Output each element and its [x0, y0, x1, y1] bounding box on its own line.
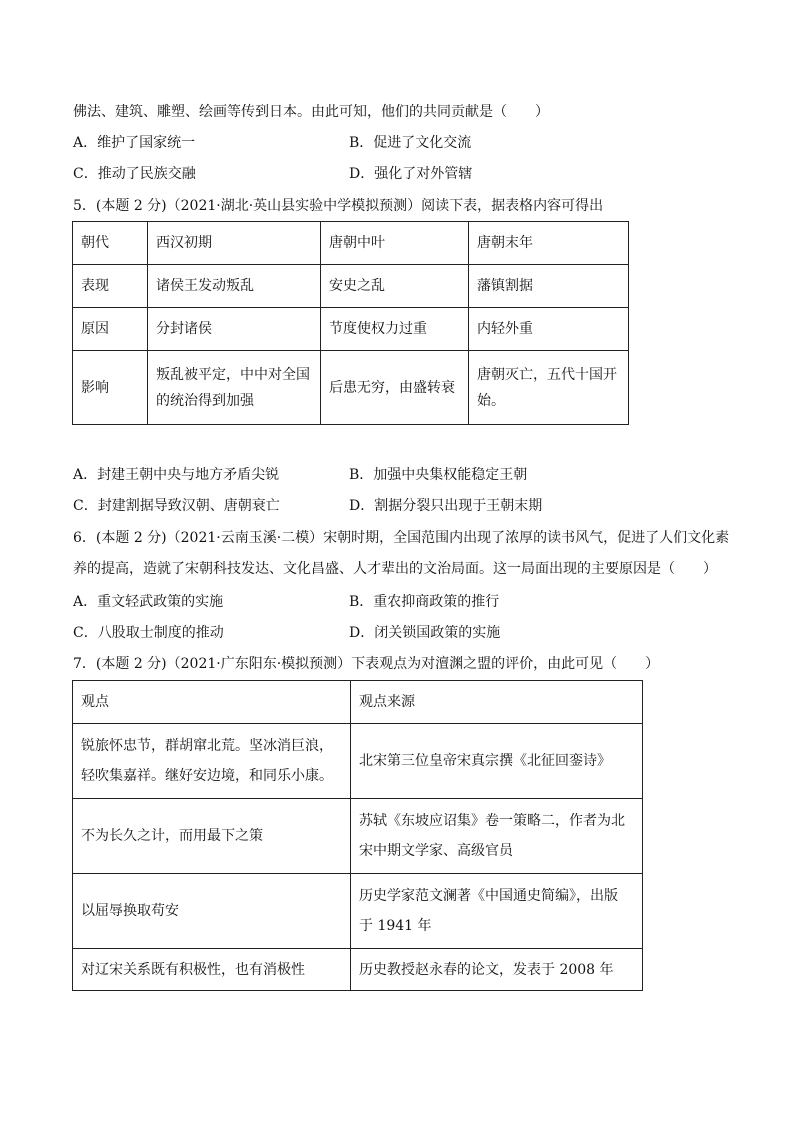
q5-cell: 诸侯王发动叛乱	[148, 265, 321, 308]
q7-view-line: 锐旅怀忠节，群胡窜北荒。坚冰消巨浪，	[81, 738, 333, 754]
table-row	[73, 949, 643, 991]
q5-option-b[interactable]: B．加强中央集权能稳定王朝	[349, 467, 528, 483]
q5-stem: 5．(本题 2 分)（2021·湖北·英山县实验中学模拟预测）阅读下表，据表格内容可得出	[73, 198, 604, 214]
q5-th-mid-tang: 唐朝中叶	[321, 222, 469, 265]
q7-source-line: 历史学家范文澜著《中国通史简编》，出版	[359, 888, 618, 904]
q4-option-c[interactable]: C．推动了民族交融	[73, 166, 196, 182]
q5-table	[72, 221, 629, 425]
q7-source-line: 历史教授赵永春的论文，发表于 2008 年	[359, 961, 614, 978]
q6-stem-line1: 6．(本题 2 分)（2021·云南玉溪·二模）宋朝时期，全国范围内出现了浓厚的读书风气，促进了人们文化素	[73, 530, 730, 546]
table-row	[73, 799, 643, 874]
table-row	[73, 351, 629, 425]
q6-option-b[interactable]: B．重农抑商政策的推行	[349, 594, 500, 610]
q6-option-d[interactable]: D．闭关锁国政策的实施	[349, 625, 501, 641]
q6-option-a[interactable]: A．重文轻武政策的实施	[73, 594, 224, 610]
q5-cell: 后患无穷，由盛转衰	[321, 351, 469, 425]
q7-view-cell	[73, 799, 351, 874]
q5-cell	[469, 351, 629, 425]
q5-impact-han-line2: 的统治得到加强	[156, 392, 254, 409]
q7-source-cell	[351, 724, 643, 799]
q5-cell: 影响	[73, 351, 148, 425]
table-row	[73, 308, 629, 351]
q7-source-cell	[351, 874, 643, 949]
q6-option-c[interactable]: C．八股取士制度的推动	[73, 625, 224, 641]
q7-source-line: 北宋第三位皇帝宋真宗撰《北征回銮诗》	[359, 753, 611, 769]
q5-th-western-han: 西汉初期	[148, 222, 321, 265]
q4-option-b[interactable]: B．促进了文化交流	[349, 135, 472, 151]
q7-source-line: 于 1941 年	[359, 918, 432, 934]
q7-source-line: 苏轼《东坡应诏集》卷一策略二，作者为北	[359, 813, 625, 829]
q7-th-view: 观点	[73, 681, 351, 724]
q7-table-header-row	[73, 681, 643, 724]
q5-cell: 藩镇割据	[469, 265, 629, 308]
q7-stem: 7．(本题 2 分)（2021·广东阳东·模拟预测）下表观点为对澶渊之盟的评价，由此可见（ ）	[73, 656, 660, 672]
table-row	[73, 265, 629, 308]
q4-stem-tail: 佛法、建筑、雕塑、绘画等传到日本。由此可知，他们的共同贡献是（ ）	[73, 104, 549, 120]
q7-table	[72, 680, 643, 991]
q7-view-line: 不为长久之计，而用最下之策	[81, 828, 263, 844]
q5-option-d[interactable]: D．割据分裂只出现于王朝末期	[349, 498, 543, 514]
q5-cell	[148, 351, 321, 425]
q7-source-cell	[351, 949, 643, 991]
q5-cell: 节度使权力过重	[321, 308, 469, 351]
q7-source-line: 宋中期文学家、高级官员	[359, 843, 513, 859]
q5-option-a[interactable]: A．封建王朝中央与地方矛盾尖锐	[73, 467, 280, 483]
q7-view-line: 以屈辱换取苟安	[81, 903, 179, 919]
q5-cell: 原因	[73, 308, 148, 351]
table-row	[73, 724, 643, 799]
q5-table-header-row	[73, 222, 629, 265]
table-row	[73, 874, 643, 949]
q7-view-cell	[73, 874, 351, 949]
q4-option-a[interactable]: A．维护了国家统一	[73, 135, 196, 151]
q5-option-c[interactable]: C．封建割据导致汉朝、唐朝衰亡	[73, 498, 280, 514]
q7-source-cell	[351, 799, 643, 874]
q7-view-line: 轻吹集嘉祥。继好安边境，和同乐小康。	[81, 768, 333, 784]
q5-cell: 安史之乱	[321, 265, 469, 308]
q5-impact-han-line1: 叛乱被平定，中中对全国	[156, 366, 310, 383]
q7-th-source: 观点来源	[351, 681, 643, 724]
q7-view-cell	[73, 724, 351, 799]
q6-stem-line2: 养的提高，造就了宋朝科技发达、文化昌盛、人才辈出的文治局面。这一局面出现的主要原因是（ ）	[73, 561, 717, 577]
q7-view-cell	[73, 949, 351, 991]
q5-cell: 表现	[73, 265, 148, 308]
q5-th-late-tang: 唐朝末年	[469, 222, 629, 265]
q5-th-dynasty: 朝代	[73, 222, 148, 265]
q4-option-d[interactable]: D．强化了对外管辖	[349, 166, 473, 182]
q5-cell: 内轻外重	[469, 308, 629, 351]
q5-impact-late-tang-line2: 始。	[477, 392, 505, 409]
q5-cell: 分封诸侯	[148, 308, 321, 351]
q7-view-line: 对辽宋关系既有积极性，也有消极性	[81, 961, 305, 978]
q5-impact-late-tang-line1: 唐朝灭亡，五代十国开	[477, 366, 617, 383]
